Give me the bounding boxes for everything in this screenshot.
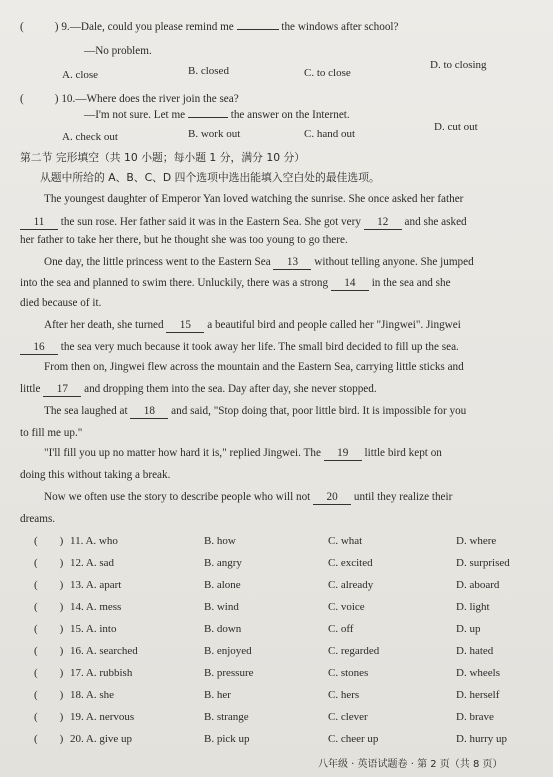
passage-text: the sun rose. Her father said it was in the Eastern Sea. She got very [60, 216, 361, 228]
option-d: D. light [456, 601, 490, 613]
passage-text: and dropping them into the sea. Day after day, she never stopped. [84, 383, 377, 395]
option-c: C. hers [328, 689, 360, 701]
passage-text: The sea laughed at [44, 405, 128, 417]
option-c: C. what [328, 535, 363, 547]
option-b: B. work out [188, 128, 241, 140]
option-d: D. herself [456, 689, 500, 701]
passage-text: and said, "Stop doing that, poor little bird. It is impossible for you [171, 405, 467, 417]
page-footer: 八年级 · 英语试题卷 · 第 2 页（共 8 页） [318, 759, 503, 770]
answer-paren-close: ) [59, 689, 64, 701]
passage-line: dreams. [20, 513, 56, 525]
option-a: 11. A. who [70, 535, 118, 547]
passage-text: until they realize their [353, 491, 453, 503]
option-d: D. hurry up [456, 733, 508, 745]
option-a: 14. A. mess [70, 601, 122, 613]
answer-paren-open: ( [34, 645, 38, 657]
passage-line: From then on, Jingwei flew across the mountain and the Eastern Sea, carrying little sticks and [44, 361, 464, 373]
option-d: D. hated [456, 645, 494, 657]
option-d: D. where [456, 535, 497, 547]
answer-paren-close: ) [59, 535, 64, 547]
option-c: C. stones [328, 667, 369, 679]
answer-paren-open: ( [20, 93, 24, 105]
passage-text: One day, the little princess went to the Eastern Sea [44, 256, 271, 268]
passage-text: in the sea and she [371, 277, 451, 289]
answer-paren-close: ) [59, 645, 64, 657]
answer-paren-open: ( [34, 601, 38, 613]
option-c: C. excited [328, 557, 373, 569]
blank-12: 12 [364, 215, 402, 230]
question-stem-rest: the windows after school? [281, 21, 399, 33]
passage-line [44, 318, 461, 333]
passage-line: to fill me up." [20, 427, 83, 439]
option-a: 20. A. give up [70, 733, 133, 745]
passage-line [20, 340, 459, 355]
answer-paren-close: ) [59, 711, 64, 723]
option-b: B. wind [204, 601, 239, 613]
answer-paren-open: ( [34, 667, 38, 679]
answer-paren-open: ( [34, 733, 38, 745]
passage-line [44, 490, 452, 505]
blank-13: 13 [273, 255, 311, 270]
blank-14: 14 [331, 276, 369, 291]
passage-text: without telling anyone. She jumped [314, 256, 474, 268]
answer-paren [34, 534, 63, 548]
blank-17: 17 [43, 382, 81, 397]
passage-text: "I'll fill you up no matter how hard it is," replied Jingwei. The [44, 447, 321, 459]
passage-line: her father to take her there, but he thought she was too young to go there. [20, 234, 348, 246]
question-stem: 10.—Where does the river join the sea? [61, 93, 239, 105]
passage-line: doing this without taking a break. [20, 469, 171, 481]
option-a: 19. A. nervous [70, 711, 135, 723]
answer-paren-open: ( [34, 557, 38, 569]
question-stem: 9.—Dale, could you please remind me [61, 21, 234, 33]
answer-paren-close: ) [54, 93, 59, 105]
passage-text: into the sea and planned to swim there. Unluckily, there was a strong [20, 277, 329, 289]
question-9 [20, 20, 398, 34]
option-b: B. her [204, 689, 231, 701]
option-a: 17. A. rubbish [70, 667, 133, 679]
passage-line: The youngest daughter of Emperor Yan loved watching the sunrise. She once asked her father [44, 193, 464, 205]
answer-paren-open: ( [20, 21, 24, 33]
option-b: B. alone [204, 579, 241, 591]
option-c: C. to close [304, 67, 351, 79]
question-9-reply: —No problem. [84, 45, 152, 57]
option-b: B. strange [204, 711, 249, 723]
option-b: B. pressure [204, 667, 254, 679]
answer-paren [34, 644, 63, 658]
option-d: D. aboard [456, 579, 500, 591]
option-c: C. off [328, 623, 354, 635]
answer-paren-close: ) [59, 557, 64, 569]
section-instruction: 从题中所给的 A、B、C、D 四个选项中选出能填入空白处的最佳选项。 [40, 171, 380, 184]
passage-line [20, 215, 467, 230]
passage-line [44, 255, 474, 270]
passage-text: Now we often use the story to describe people who will not [44, 491, 311, 503]
answer-paren-open: ( [34, 579, 38, 591]
passage-text: and she asked [404, 216, 467, 228]
answer-paren [34, 622, 63, 636]
answer-paren-close: ) [54, 21, 59, 33]
option-b: B. how [204, 535, 236, 547]
answer-paren [34, 710, 63, 724]
passage-text: little bird kept on [364, 447, 442, 459]
passage-line: died because of it. [20, 297, 102, 309]
passage-text: the sea very much because it took away her life. The small bird decided to fill up the sea. [60, 341, 459, 353]
option-d: D. wheels [456, 667, 500, 679]
answer-paren-close: ) [59, 667, 64, 679]
reply-text: —I'm not sure. Let me [84, 109, 186, 121]
blank-19: 19 [324, 446, 362, 461]
option-a: A. check out [62, 131, 118, 143]
option-c: C. cheer up [328, 733, 379, 745]
option-a: 18. A. she [70, 689, 114, 701]
option-d: D. cut out [434, 121, 478, 133]
answer-paren [34, 688, 63, 702]
option-d: D. surprised [456, 557, 510, 569]
blank-18: 18 [130, 404, 168, 419]
answer-paren [34, 666, 63, 680]
answer-paren-close: ) [59, 623, 64, 635]
option-c: C. already [328, 579, 374, 591]
answer-paren [34, 600, 63, 614]
passage-line [20, 382, 377, 397]
option-a: 13. A. apart [70, 579, 122, 591]
blank-15: 15 [166, 318, 204, 333]
answer-paren-close: ) [59, 733, 64, 745]
option-b: B. closed [188, 65, 229, 77]
passage-text: little [20, 383, 41, 395]
option-d: D. up [456, 623, 481, 635]
option-a: 15. A. into [70, 623, 117, 635]
blank-20: 20 [313, 490, 351, 505]
answer-paren-open: ( [34, 711, 38, 723]
option-b: B. angry [204, 557, 242, 569]
option-a: A. close [62, 69, 99, 81]
option-c: C. voice [328, 601, 365, 613]
answer-paren-close: ) [59, 601, 64, 613]
answer-paren-close: ) [59, 579, 64, 591]
passage-line [44, 446, 442, 461]
passage-line [20, 276, 451, 291]
passage-text: After her death, she turned [44, 319, 164, 331]
option-d: D. brave [456, 711, 494, 723]
question-10 [20, 92, 239, 106]
option-b: B. pick up [204, 733, 250, 745]
option-d: D. to closing [430, 59, 487, 71]
answer-paren [34, 578, 63, 592]
option-a: 16. A. searched [70, 645, 138, 657]
option-b: B. down [204, 623, 242, 635]
answer-paren-open: ( [34, 623, 38, 635]
answer-paren [34, 732, 63, 746]
question-10-reply [84, 108, 350, 122]
answer-blank [188, 117, 228, 118]
passage-line [44, 404, 466, 419]
option-c: C. hand out [304, 128, 356, 140]
blank-16: 16 [20, 340, 58, 355]
answer-paren [34, 556, 63, 570]
answer-blank [237, 29, 279, 30]
answer-paren-open: ( [34, 535, 38, 547]
option-c: C. clever [328, 711, 368, 723]
answer-paren-open: ( [34, 689, 38, 701]
option-a: 12. A. sad [70, 557, 114, 569]
reply-text-rest: the answer on the Internet. [230, 109, 350, 121]
passage-text: a beautiful bird and people called her "Jingwei". Jingwei [207, 319, 461, 331]
option-c: C. regarded [328, 645, 380, 657]
option-b: B. enjoyed [204, 645, 252, 657]
section-title: 第二节 完形填空（共 10 小题；每小题 1 分，满分 10 分） [20, 151, 306, 164]
blank-11: 11 [20, 215, 58, 230]
